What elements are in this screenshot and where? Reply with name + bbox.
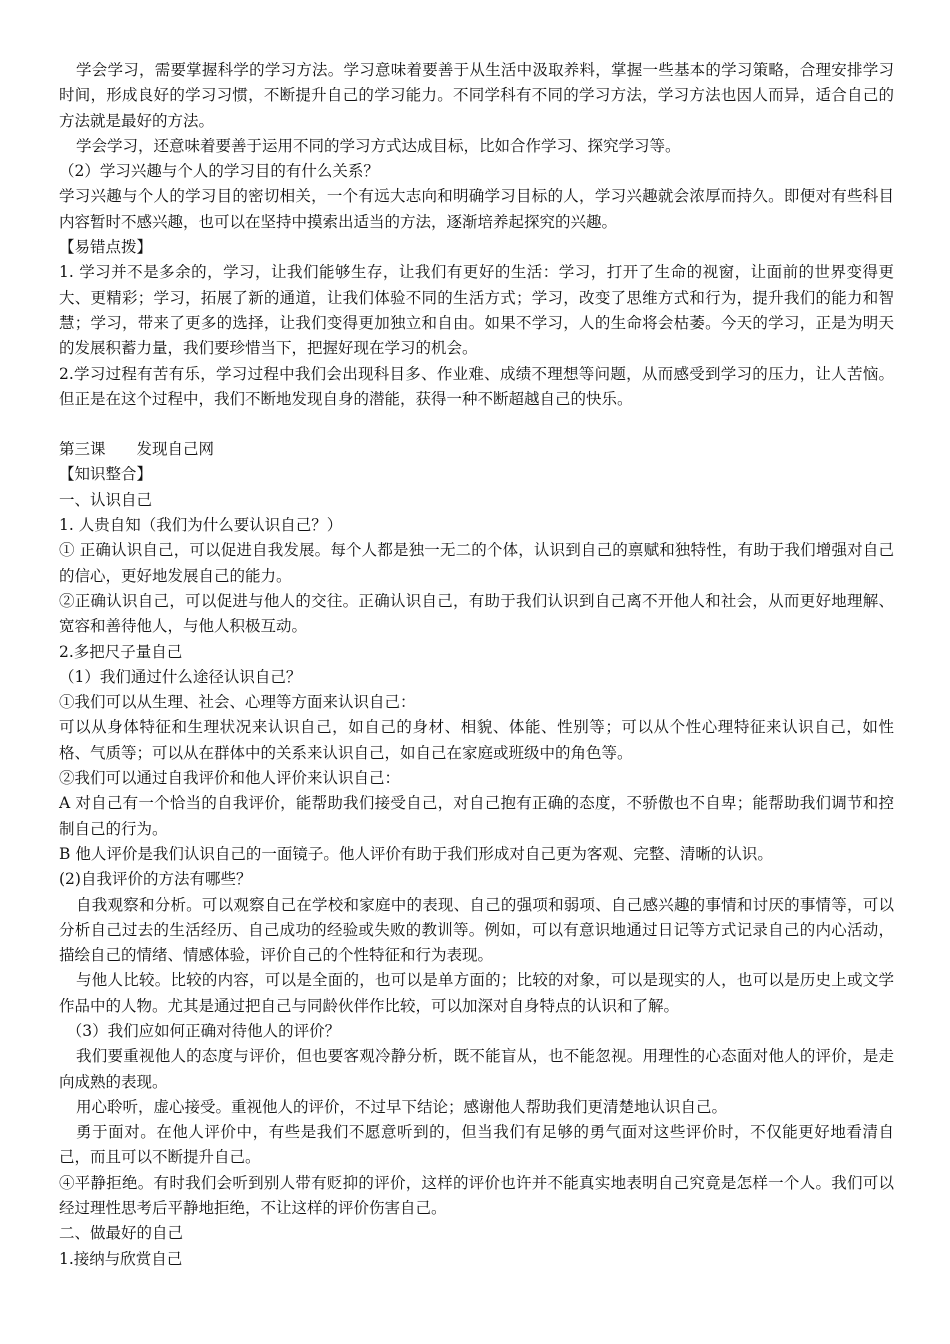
paragraph-others-evaluation: B 他人评价是我们认识自己的一面镜子。他人评价有助于我们形成对自己更为客观、完整、清晰的认识。 [59,844,773,863]
lesson-title: 第三课 发现自己网 [59,440,215,459]
question-self-evaluation-methods: (2)自我评价的方法有哪些？ [59,870,252,889]
heading-self-knowledge: 1. 人贵自知（我们为什么要认识自己？） [59,516,343,535]
paragraph-point-2: ②正确认识自己，可以促进与他人的交往。正确认识自己，有助于我们认识到自己离不开他人和社会，从而更好地理解、宽容和善待他人，与他人积极互动。 [59,591,894,636]
paragraph-compare-others: 与他人比较。比较的内容，可以是全面的，也可以是单方面的；比较的对象，可以是现实的人，也可以是历史上或文学作品中的人物。尤其是通过把自己与同龄伙伴作比较，可以加深对自身特点的认识和了解。 [59,971,894,1015]
paragraph-aspects-detail: 可以从身体特征和生理状况来认识自己，如自己的身材、相貌、体能、性别等；可以从个性心理特征来认识自己，如性格、气质等；可以从在群体中的关系来认识自己，如自己在家庭或班级中的角色等。 [59,718,894,762]
paragraph-rational-attitude: 我们要重视他人的态度与评价，但也要客观冷静分析，既不能盲从，也不能忽视。用理性的心态面对他人的评价，是走向成熟的表现。 [59,1047,894,1091]
heading-know-yourself: 一、认识自己 [59,490,153,509]
heading-be-best-self: 二、做最好的自己 [59,1224,184,1243]
paragraph-mistake-1: 1. 学习并不是多余的，学习，让我们能够生存，让我们有更好的生活：学习，打开了生命的视窗，让面前的世界变得更大、更精彩；学习，拓展了新的通道，让我们体验不同的生活方式；学习，改变了思维方式和行为，提升我们的能力和智慧；学习，带来了更多的选择，让我们变得更加独立和自由。如果不学习，人的生命将会枯萎。今天的学习，正是为明天的发展积蓄力量，我们要珍惜当下，把握好现在学习的机会。 [59,263,894,358]
paragraph-point-1: ① 正确认识自己，可以促进自我发展。每个人都是独一无二的个体，认识到自己的禀赋和独特性，有助于我们增强对自己的信心，更好地发展自己的能力。 [59,541,894,585]
paragraph-self-observation: 自我观察和分析。可以观察自己在学校和家庭中的表现、自己的强项和弱项、自己感兴趣的事情和讨厌的事情等，可以分析自己过去的生活经历、自己成功的经验或失败的教训等。例如，可以有意识地通过日记等方式记录自己的内心活动，描绘自己的情绪、情感体验，评价自己的个性特征和行为表现。 [59,895,894,965]
heading-multiple-rulers: 2.多把尺子量自己 [59,642,183,661]
paragraph-refuse-calmly: ④平静拒绝。有时我们会听到别人带有贬抑的评价，这样的评价也许并不能真实地表明自己究竟是怎样一个人。我们可以经过理性思考后平静地拒绝，不让这样的评价伤害自己。 [59,1173,894,1218]
section-heading-knowledge: 【知识整合】 [59,465,153,484]
question-interest-purpose: （2）学习兴趣与个人的学习目的有什么关系？ [59,162,379,181]
paragraph-aspects: ①我们可以从生理、社会、心理等方面来认识自己： [59,693,416,712]
section-heading-mistakes: 【易错点拨】 [59,238,153,257]
paragraph-face-bravely: 勇于面对。在他人评价中，有些是我们不愿意听到的，但当我们有足够的勇气面对这些评价时，不仅能更好地看清自己，而且可以不断提升自己。 [59,1123,894,1167]
paragraph-learning-modes: 学会学习，还意味着要善于运用不同的学习方式达成目标，比如合作学习、探究学习等。 [76,136,681,155]
paragraph-mistake-2: 2.学习过程有苦有乐，学习过程中我们会出现科目多、作业难、成绩不理想等问题，从而感受到学习的压力，让人苦恼。但正是在这个过程中，我们不断地发现自身的潜能，获得一种不断超越自己的快乐。 [59,364,894,408]
blank-line [59,412,894,437]
paragraph-listen: 用心聆听，虚心接受。重视他人的评价，不过早下结论；感谢他人帮助我们更清楚地认识自己。 [76,1097,728,1116]
paragraph-self-evaluation: A 对自己有一个恰当的自我评价，能帮助我们接受自己，对自己抱有正确的态度，不骄傲也不自卑；能帮助我们调节和控制自己的行为。 [59,794,894,838]
heading-accept-appreciate: 1.接纳与欣赏自己 [59,1249,183,1268]
question-treat-evaluation: （3）我们应如何正确对待他人的评价？ [66,1021,341,1040]
paragraph-interest-purpose: 学习兴趣与个人的学习目的密切相关，一个有远大志向和明确学习目标的人，学习兴趣就会浓厚而持久。即便对有些科目内容暂时不感兴趣，也可以在坚持中摸索出适当的方法，逐渐培养起探究的兴趣。 [59,187,894,231]
paragraph-evaluations: ②我们可以通过自我评价和他人评价来认识自己： [59,769,401,788]
document-page [59,58,894,1272]
paragraph-learning-methods: 学会学习，需要掌握科学的学习方法。学习意味着要善于从生活中汲取养料，掌握一些基本的学习策略，合理安排学习时间，形成良好的学习习惯，不断提升自己的学习能力。不同学科有不同的学习方法，学习方法也因人而异，适合自己的方法就是最好的方法。 [59,61,894,130]
question-ways-to-know: （1）我们通过什么途径认识自己？ [59,667,302,686]
